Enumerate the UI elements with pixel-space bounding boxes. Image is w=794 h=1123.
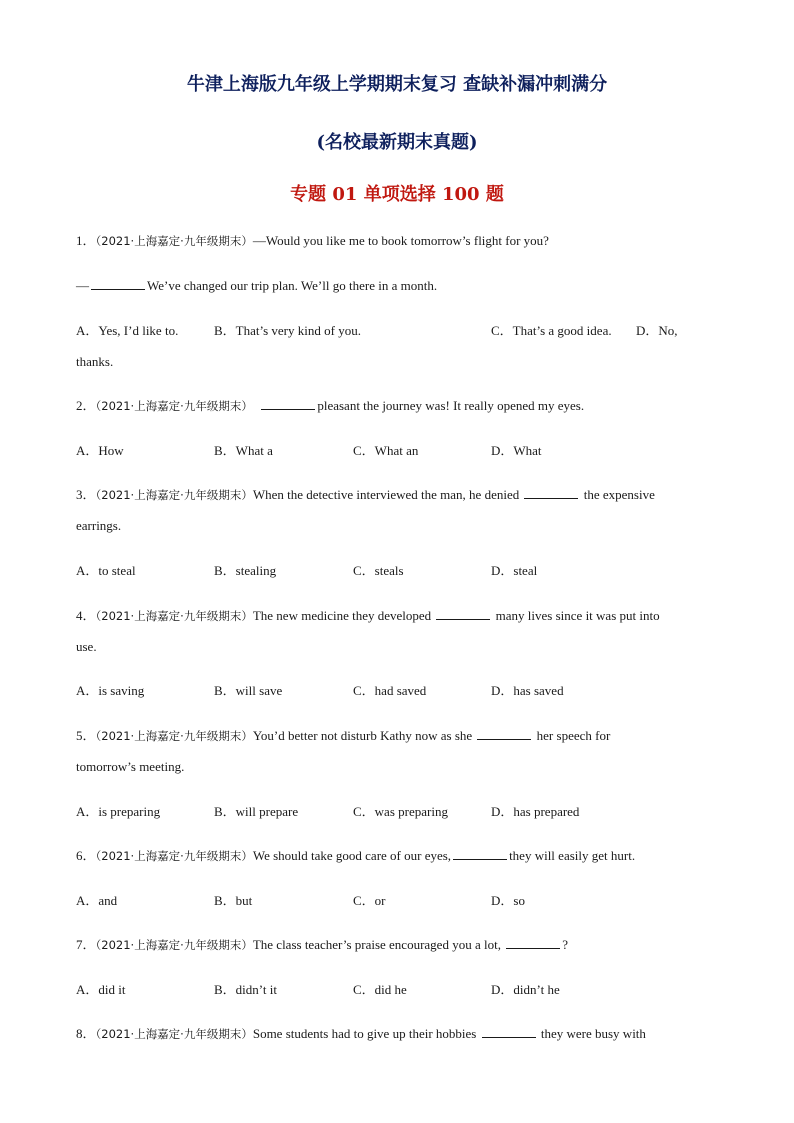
option-b: B．That’s very kind of you.: [214, 323, 361, 338]
option-b: B．stealing: [214, 563, 277, 578]
question-number: 8．: [76, 1026, 96, 1041]
question-text: We should take good care of our eyes,: [252, 848, 452, 863]
option-c: C．steals: [353, 563, 404, 578]
option-c: C．or: [353, 893, 386, 908]
option-d: D．steal: [491, 563, 538, 578]
question-4: [76, 607, 660, 625]
question-text-after: the expensive: [583, 487, 655, 502]
question-source: （2021·上海嘉定·九年级期末）: [95, 1027, 253, 1041]
option-d-continuation: thanks.: [76, 354, 114, 369]
option-c: C．did he: [353, 982, 407, 997]
question-text-after: her speech for: [536, 728, 611, 743]
question-text: Some students had to give up their hobbies: [252, 1026, 477, 1041]
option-a: A．is preparing: [76, 804, 161, 819]
question-number: 2．: [76, 398, 96, 413]
question-5-continuation: tomorrow’s meeting.: [76, 759, 185, 774]
answer-blank: [482, 1025, 536, 1038]
question-source: （2021·上海嘉定·九年级期末）: [95, 729, 253, 743]
question-8: [76, 1025, 646, 1043]
question-number: 7．: [76, 937, 96, 952]
option-d: D．has prepared: [491, 804, 580, 819]
question-5: [76, 727, 610, 745]
question-text-after: many lives since it was put into: [495, 608, 660, 623]
option-c: C．That’s a good idea.: [491, 323, 612, 338]
option-a: A．to steal: [76, 563, 136, 578]
option-d: D．What: [491, 443, 542, 458]
option-d: D．so: [491, 893, 525, 908]
option-c: C．had saved: [353, 683, 427, 698]
option-d: D．didn’t he: [491, 982, 560, 997]
answer-blank: [91, 277, 145, 290]
question-text-after: ?: [562, 937, 568, 952]
question-source: （2021·上海嘉定·九年级期末）: [95, 399, 253, 413]
option-b: B．will prepare: [214, 804, 299, 819]
question-source: （2021·上海嘉定·九年级期末）: [95, 938, 253, 952]
answer-blank: [506, 936, 560, 949]
dash-prefix: —: [76, 278, 89, 293]
answer-blank: [524, 486, 578, 499]
question-number: 4．: [76, 608, 96, 623]
answer-blank: [261, 397, 315, 410]
question-text: When the detective interviewed the man, he denied: [252, 487, 520, 502]
question-3: [76, 486, 655, 504]
option-b: B．What a: [214, 443, 273, 458]
question-2: [76, 397, 584, 415]
option-a: A．is saving: [76, 683, 145, 698]
option-b: B．but: [214, 893, 253, 908]
question-number: 5．: [76, 728, 96, 743]
question-text: We’ve changed our trip plan. We’ll go there in a month.: [147, 278, 438, 293]
option-a: A．How: [76, 443, 124, 458]
question-3-continuation: earrings.: [76, 518, 122, 533]
option-a: A．and: [76, 893, 118, 908]
question-text: The class teacher’s praise encouraged you a lot,: [252, 937, 501, 952]
question-text-after: they will easily get hurt.: [509, 848, 636, 863]
question-text: You’d better not disturb Kathy now as she: [252, 728, 473, 743]
option-b: B．will save: [214, 683, 283, 698]
option-b: B．didn’t it: [214, 982, 277, 997]
option-c: C．What an: [353, 443, 419, 458]
question-number: 3．: [76, 487, 96, 502]
answer-blank: [453, 847, 507, 860]
document-title: 牛津上海版九年级上学期期末复习 查缺补漏冲刺满分: [186, 74, 608, 95]
option-a: A．Yes, I’d like to.: [76, 323, 179, 338]
answer-blank: [436, 607, 490, 620]
question-source: （2021·上海嘉定·九年级期末）: [95, 234, 253, 248]
question-4-continuation: use.: [76, 639, 97, 654]
question-text: —Would you like me to book tomorrow’s flight for you?: [252, 233, 549, 248]
question-1-line-2: [76, 277, 437, 295]
topic-heading: 专题 01 单项选择 100 题: [290, 184, 504, 205]
document-subtitle: (名校最新期末真题): [316, 132, 478, 153]
option-d: D．No,: [636, 323, 678, 338]
question-text: pleasant the journey was! It really opened my eyes.: [317, 398, 585, 413]
question-number: 6．: [76, 848, 96, 863]
question-number: 1．: [76, 233, 96, 248]
question-text-after: they were busy with: [540, 1026, 646, 1041]
question-source: （2021·上海嘉定·九年级期末）: [95, 849, 253, 863]
option-d: D．has saved: [491, 683, 564, 698]
option-c: C．was preparing: [353, 804, 448, 819]
question-text: The new medicine they developed: [252, 608, 432, 623]
question-source: （2021·上海嘉定·九年级期末）: [95, 609, 253, 623]
question-6: [76, 847, 635, 865]
question-1: [76, 232, 549, 250]
question-7: [76, 936, 568, 954]
question-source: （2021·上海嘉定·九年级期末）: [95, 488, 253, 502]
answer-blank: [477, 727, 531, 740]
option-a: A．did it: [76, 982, 126, 997]
